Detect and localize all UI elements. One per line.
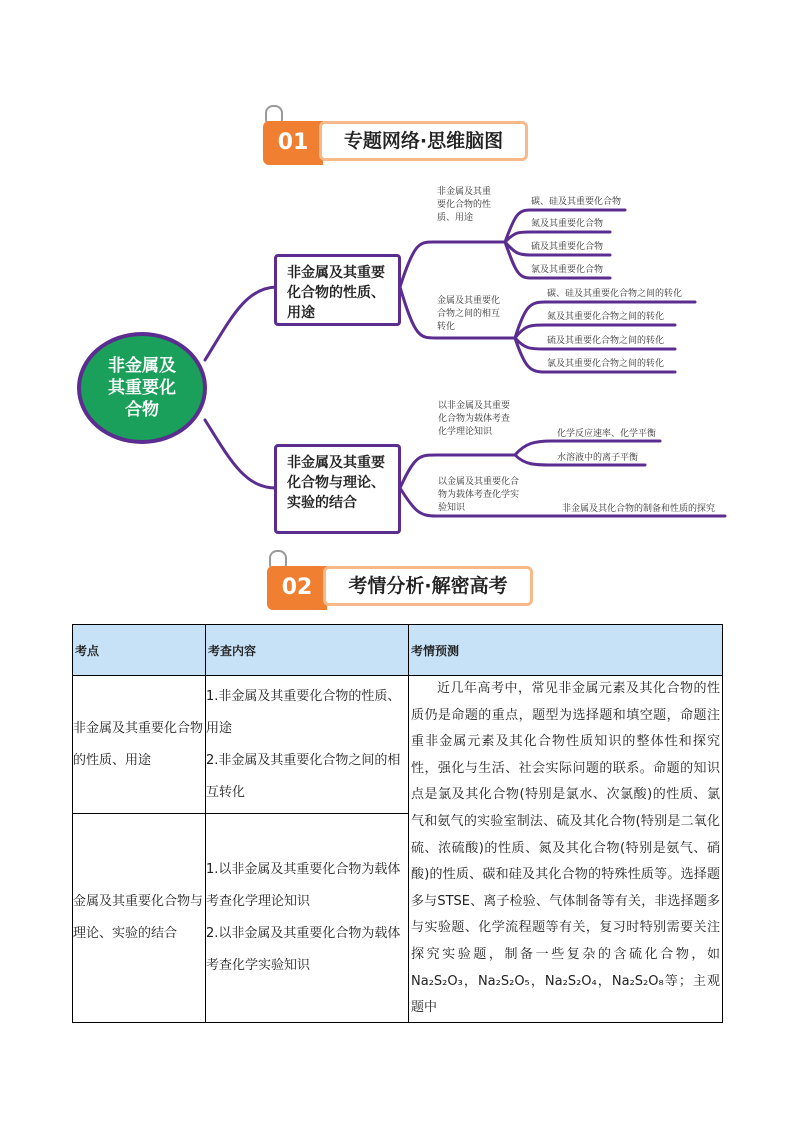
content-item: 2.非金属及其重要化合物之间的相互转化 [206,752,401,800]
topic-cell [73,814,206,1022]
mindmap-leaf: 碳、硅及其重要化合物之间的转化 [547,289,683,299]
section-title: 考情分析·解密高考 [348,575,508,597]
section-number: 02 [281,575,313,600]
forecast-paragraph: 近几年高考中，常见非金属元素及其化合物的性质仍是命题的重点，题型为选择题和填空题，命题注重非金属元素及其化合物性质知识的整体性和探究性，强化与生活、社会实际问题的联系。命题的知识点是氯及其化合物(特别是氯水、次氯酸)的性质、氯气和氨气的实验室制法、硫及其化合物(特别是二氧化硫、浓硫酸)的性质、氮及其化合物(特别是氨气、硝酸)的性质、碳和硅及其化合物的特殊性质等。选择题多与STSE、离子检验、气体制备等有关，非选择题多与实验题、化学流程题等有关，复习时特别需要关注探究实验题，制备一些复杂的含硫化合物，如Na₂S₂O₃，Na₂S₂O₅，Na₂S₂O₄，Na₂S₂O₈等；主观题中 [411,681,720,1016]
mindmap-branch-label: 非金属及其重要化合物与理论、实验的结合 [287,455,385,511]
content-item: 1.以非金属及其重要化合物为载体考查化学理论知识 [206,861,401,909]
mindmap-branch-properties [274,254,401,326]
mindmap-branch-label: 非金属及其重要化合物的性质、用途 [287,265,385,321]
mindmap-root-label: 非金属及其重要化合物 [108,356,176,420]
section-title: 专题网络·思维脑图 [343,130,504,152]
mindmap-leaf: 硫及其重要化合物 [531,242,604,252]
mindmap-leaf: 氮及其重要化合物 [531,219,604,229]
mindmap-leaf: 硫及其重要化合物之间的转化 [547,336,665,346]
mindmap-subtopic: 以非金属及其重要化合物为载体考查化学理论知识 [438,401,511,437]
mindmap-leaf: 碳、硅及其重要化合物 [531,197,622,207]
section-number: 01 [277,130,309,155]
section-header-2 [267,566,533,610]
mindmap-leaf: 非金属及其化合物的制备和性质的探究 [562,504,716,514]
table-header-row [73,625,723,676]
mindmap-subtopic: 非金属及其重要化合物的性质、用途 [437,187,492,223]
mindmap-leaf: 氯及其重要化合物 [531,265,604,275]
mindmap-subtopic: 金属及其重要化合物之间的相互转化 [437,296,501,332]
topic-text: 非金属及其重要化合物的性质、用途 [73,720,204,768]
content-cell [206,676,409,814]
exam-analysis-table [72,624,723,1023]
mindmap-leaf: 化学反应速率、化学平衡 [557,429,657,439]
column-header-forecast: 考情预测 [409,625,723,676]
section-title-box [323,566,533,606]
forecast-text [411,676,720,1022]
content-item: 2.以非金属及其重要化合物为载体考查化学实验知识 [206,925,401,973]
mindmap-root [77,332,207,444]
column-header-topic: 考点 [73,625,206,676]
topic-text: 金属及其重要化合物与理论、实验的结合 [73,893,204,941]
table-row [73,676,723,814]
content-item: 1.非金属及其重要化合物的性质、用途 [206,688,401,736]
topic-cell [73,676,206,814]
mindmap-branch-theory-experiment [274,444,401,534]
mindmap-subtopic: 以金属及其重要化合物为载体考查化学实验知识 [438,477,520,513]
forecast-cell [409,676,723,1023]
mindmap-leaf: 氯及其重要化合物之间的转化 [547,359,665,369]
content-cell [206,814,409,1022]
mindmap-leaf: 氮及其重要化合物之间的转化 [547,312,665,322]
mindmap-leaf: 水溶液中的离子平衡 [557,453,639,463]
column-header-content: 考查内容 [206,625,409,676]
